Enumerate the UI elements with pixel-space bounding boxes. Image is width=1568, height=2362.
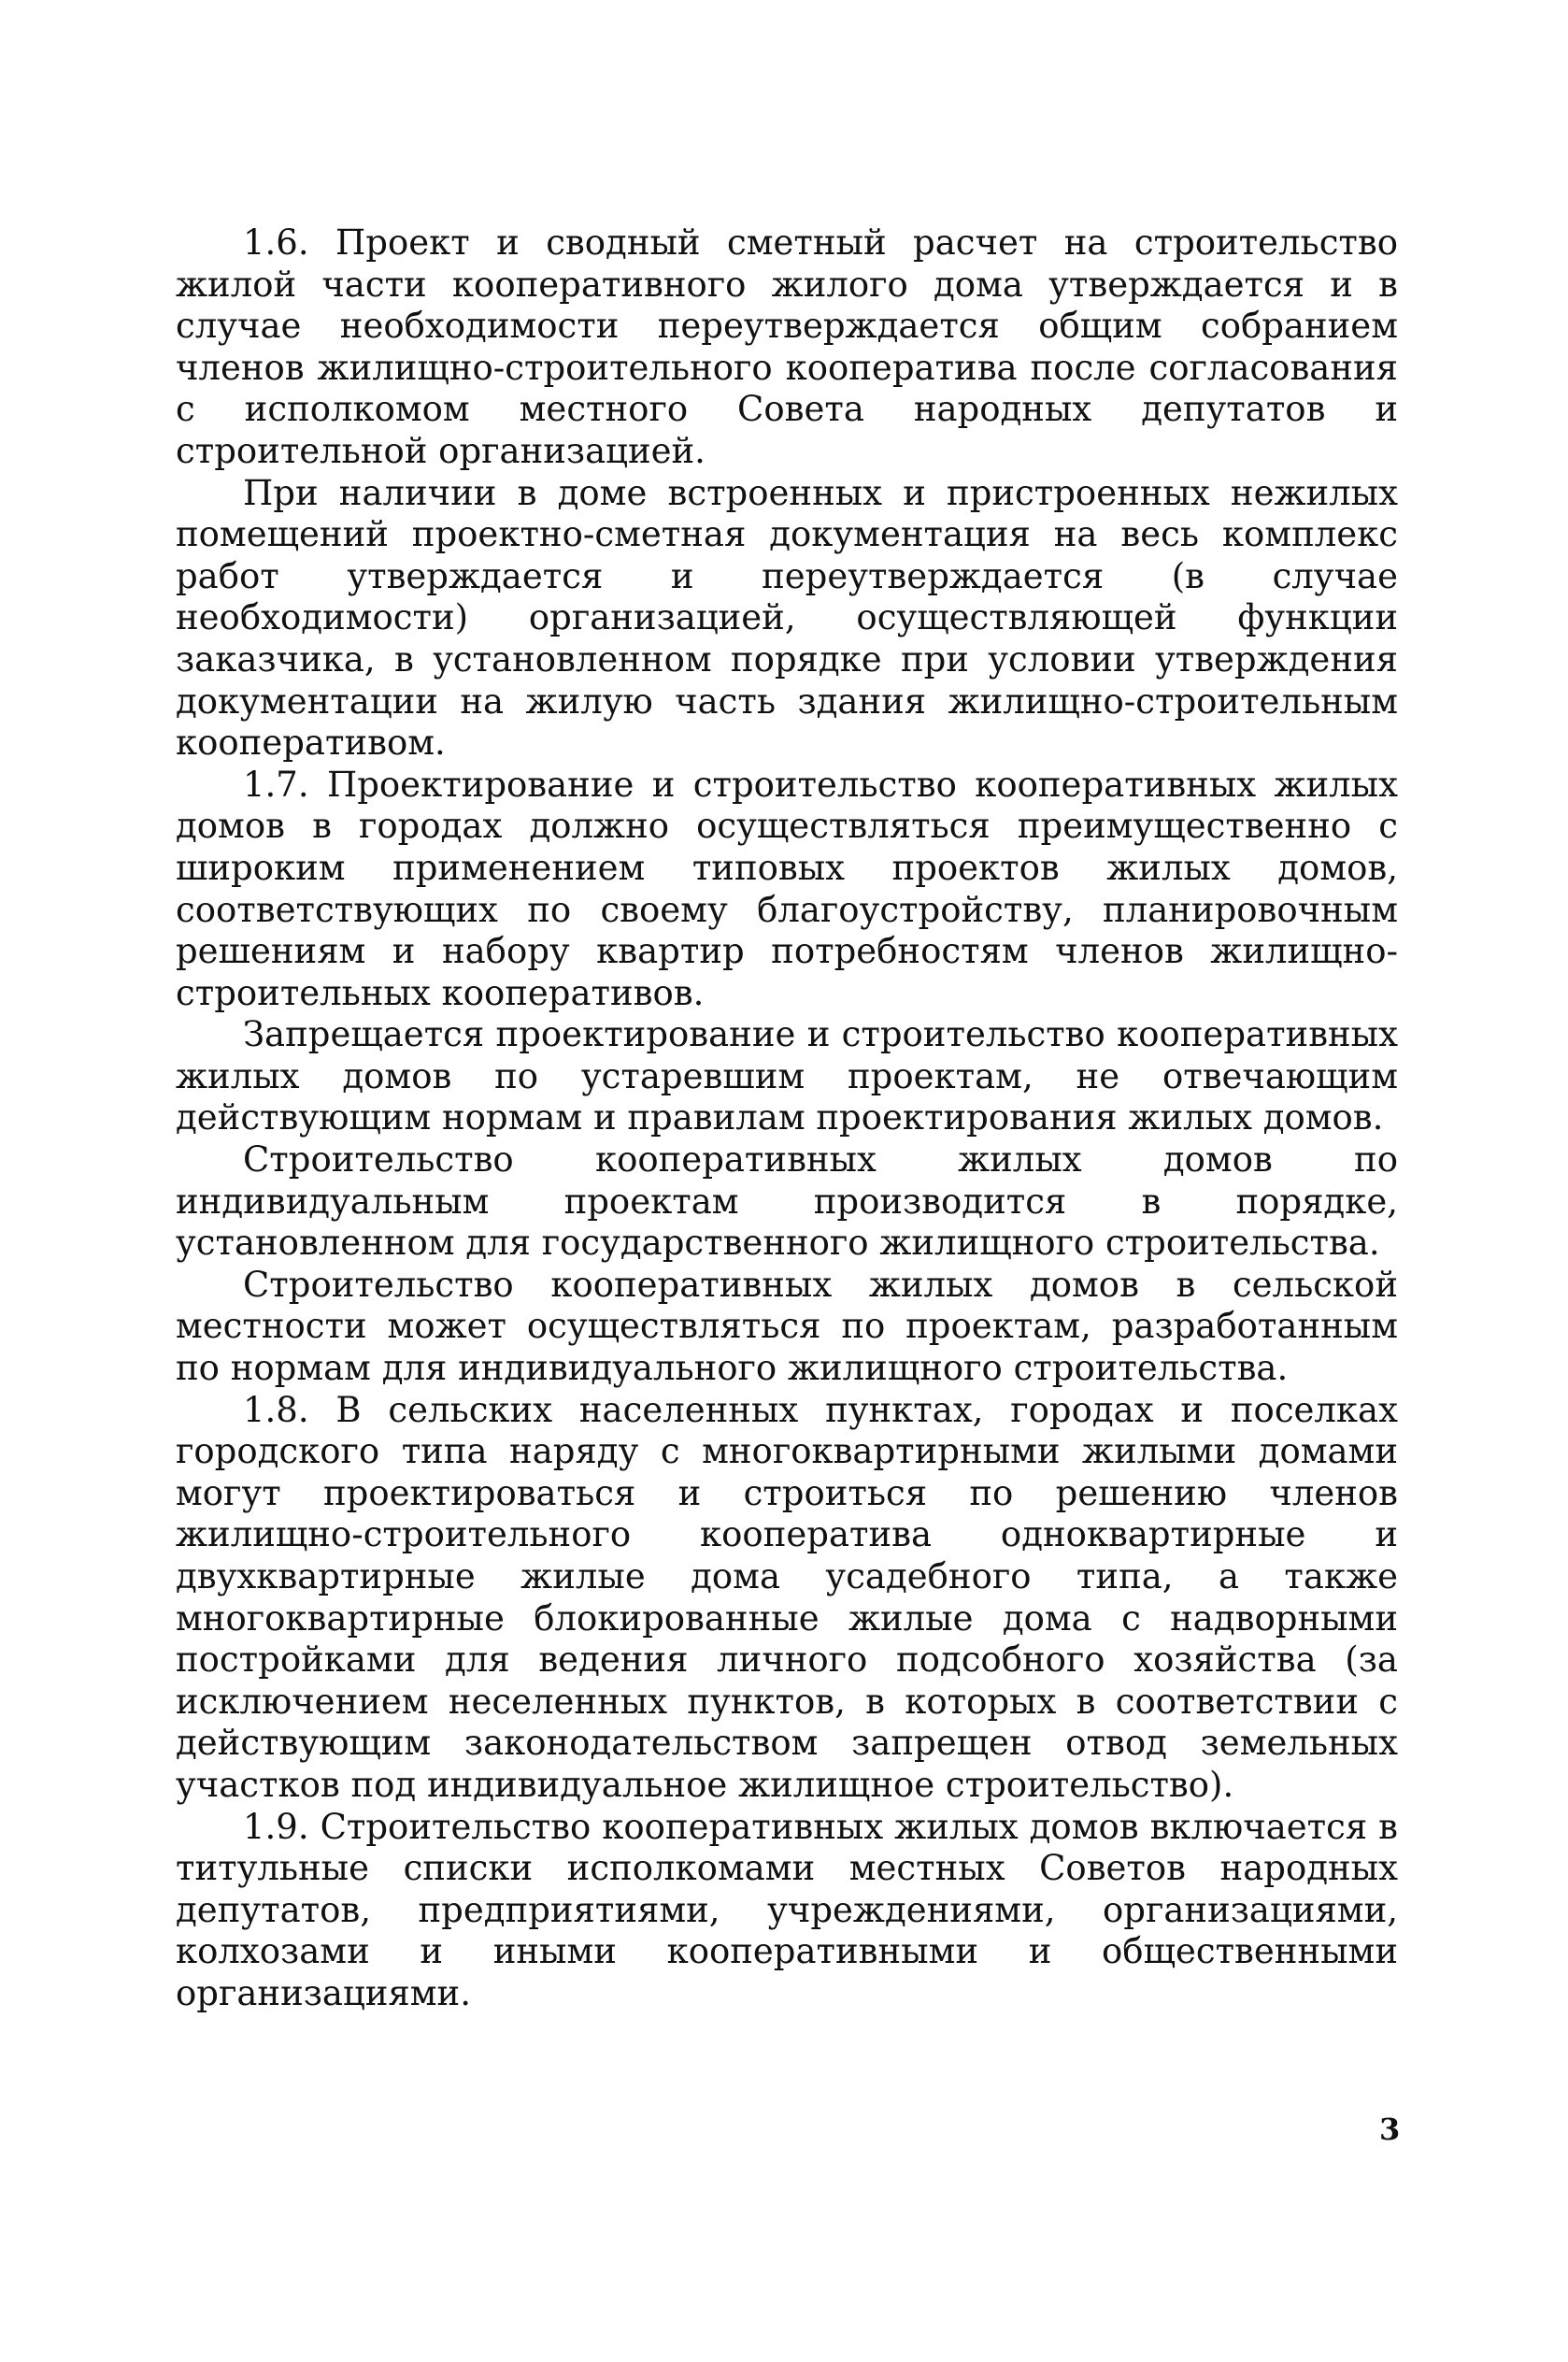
paragraph-1-6: 1.6. Проект и сводный сметный расчет на строительство жилой части кооперативного жилого дома утверждается и в случае необходимости переутверждается общим собранием членов жилищно-строительного кооператива после согласования с исполкомом местного Совета народных депутатов и строительной организацией.: [176, 222, 1398, 471]
paragraph-rural-construction: Строительство кооперативных жилых домов в сельской местности может осуществляться по проектам, разработанным по нормам для индивидуального жилищного строительства.: [176, 1264, 1398, 1389]
paragraph-individual-projects: Строительство кооперативных жилых домов по индивидуальным проектам производится в порядке, установленном для государственного жилищного строительства.: [176, 1139, 1398, 1264]
paragraph-premises: При наличии в доме встроенных и пристроенных нежилых помещений проектно-сметная документация на весь комплекс работ утверждается и переутверждается (в случае необходимости) организацией, осуществляющей функции заказчика, в установленном порядке при условии утверждения документации на жилую часть здания жилищно-строительным кооперативом.: [176, 472, 1398, 764]
paragraph-1-7: 1.7. Проектирование и строительство кооперативных жилых домов в городах должно осуществляться преимущественно с широким применением типовых проектов жилых домов, соответствующих по своему благоустройству, планировочным решениям и набору квартир потребностям членов жилищно-строительных кооперативов.: [176, 764, 1398, 1013]
paragraph-prohibition: Запрещается проектирование и строительство кооперативных жилых домов по устаревшим проектам, не отвечающим действующим нормам и правилам проектирования жилых домов.: [176, 1014, 1398, 1138]
document-body: [176, 222, 1398, 2015]
paragraph-1-9: 1.9. Строительство кооперативных жилых домов включается в титульные списки исполкомами местных Советов народных депутатов, предприятиями, учреждениями, организациями, колхозами и иными кооперативными и общественными организациями.: [176, 1806, 1398, 2013]
page-number: 3: [1379, 2111, 1401, 2147]
paragraph-1-8: 1.8. В сельских населенных пунктах, городах и поселках городского типа наряду с многоквартирными жилыми домами могут проектироваться и строиться по решению членов жилищно-строительного кооператива одноквартирные и двухквартирные жилые дома усадебного типа, а также многоквартирные блокированные жилые дома с надворными постройками для ведения личного подсобного хозяйства (за исключением неселенных пунктов, в которых в соответствии с действующим законодательством запрещен отвод земельных участков под индивидуальное жилищное строительство).: [176, 1389, 1398, 1805]
